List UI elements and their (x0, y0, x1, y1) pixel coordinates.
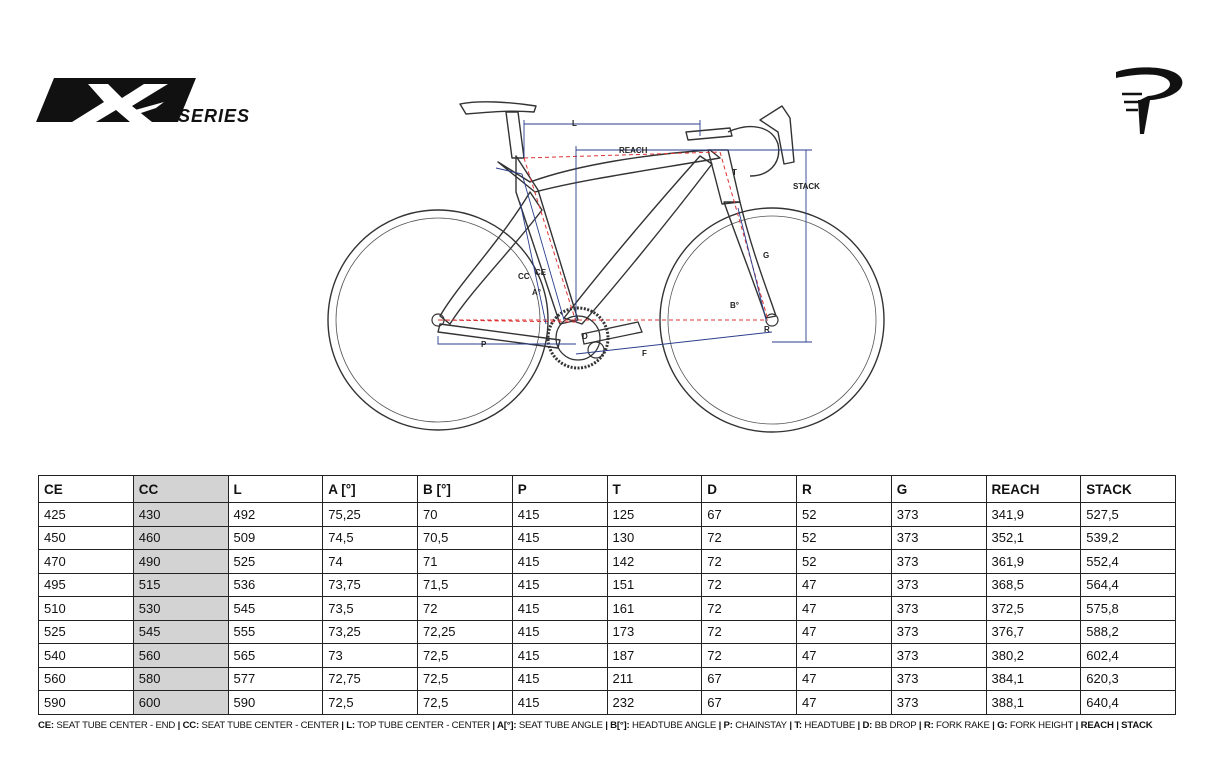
legend-value: SEAT TUBE ANGLE (516, 720, 603, 731)
saddle (460, 102, 536, 114)
table-cell: 415 (512, 503, 607, 527)
head-tube (708, 150, 740, 204)
table-cell: 555 (228, 620, 323, 644)
table-row (39, 550, 1176, 574)
col-d: D (702, 476, 797, 503)
table-cell: 70,5 (418, 526, 513, 550)
label-a: A° (532, 288, 541, 297)
table-cell: 232 (607, 691, 702, 715)
table-cell: 495 (39, 573, 134, 597)
table-cell: 72,25 (418, 620, 513, 644)
table-cell: 75,25 (323, 503, 418, 527)
table-cell: 72,75 (323, 667, 418, 691)
table-cell: 52 (797, 526, 892, 550)
table-cell: 415 (512, 644, 607, 668)
legend-separator: | (716, 720, 724, 731)
col-l: L (228, 476, 323, 503)
table-cell: 545 (133, 620, 228, 644)
table-cell: 415 (512, 620, 607, 644)
label-b: B° (730, 301, 739, 310)
table-cell: 187 (607, 644, 702, 668)
table-cell: 72 (702, 644, 797, 668)
table-cell: 373 (891, 526, 986, 550)
table-cell: 74 (323, 550, 418, 574)
crank-arm (582, 322, 642, 344)
legend-key: D: (862, 720, 873, 731)
table-cell: 373 (891, 620, 986, 644)
shifter (760, 106, 794, 164)
legend-value: HEADTUBE (801, 720, 856, 731)
table-row (39, 667, 1176, 691)
legend-value: BB DROP (872, 720, 917, 731)
table-cell: 72 (702, 550, 797, 574)
table-cell: 73,75 (323, 573, 418, 597)
table-cell: 373 (891, 667, 986, 691)
label-ce: CE (535, 268, 547, 277)
table-cell: 515 (133, 573, 228, 597)
table-cell: 130 (607, 526, 702, 550)
table-cell: 52 (797, 503, 892, 527)
table-cell: 460 (133, 526, 228, 550)
table-cell: 151 (607, 573, 702, 597)
table-cell: 580 (133, 667, 228, 691)
legend-key: CC: (182, 720, 200, 731)
legend-separator: | (786, 720, 795, 731)
table-cell: 72 (702, 573, 797, 597)
legend-value: CHAINSTAY (732, 720, 787, 731)
legend-key: T: (794, 720, 802, 731)
table-cell: 600 (133, 691, 228, 715)
table-cell: 47 (797, 573, 892, 597)
table-cell: 560 (39, 667, 134, 691)
legend-key: G: (997, 720, 1008, 731)
table-cell: 47 (797, 644, 892, 668)
label-l: L (572, 119, 577, 128)
table-cell: 415 (512, 573, 607, 597)
table-cell: 47 (797, 620, 892, 644)
table-cell: 425 (39, 503, 134, 527)
label-t: T (732, 168, 737, 177)
table-cell: 74,5 (323, 526, 418, 550)
table-cell: 560 (133, 644, 228, 668)
table-cell: 525 (228, 550, 323, 574)
table-row (39, 573, 1176, 597)
table-cell: 72 (702, 597, 797, 621)
table-cell: 142 (607, 550, 702, 574)
table-cell: 72 (702, 526, 797, 550)
col-p: P (512, 476, 607, 503)
table-cell: 73 (323, 644, 418, 668)
table-cell: 72,5 (418, 667, 513, 691)
table-cell: 640,4 (1081, 691, 1176, 715)
geometry-table (38, 475, 1176, 715)
legend-key: B[°]: (610, 720, 630, 731)
seatpost (506, 112, 524, 158)
table-header-row (39, 476, 1176, 503)
table-body (39, 503, 1176, 715)
table-cell: 602,4 (1081, 644, 1176, 668)
logo-series-text: SERIES (178, 106, 251, 126)
col-g: G (891, 476, 986, 503)
legend-separator: | (338, 720, 347, 731)
table-cell: 545 (228, 597, 323, 621)
label-stack: STACK (793, 182, 820, 191)
legend-value: TOP TUBE CENTER - CENTER (354, 720, 490, 731)
table-cell: 71 (418, 550, 513, 574)
legend-separator: | (489, 720, 497, 731)
table-cell: 470 (39, 550, 134, 574)
table-cell: 70 (418, 503, 513, 527)
table-cell: 509 (228, 526, 323, 550)
table-cell: 376,7 (986, 620, 1081, 644)
table-cell: 415 (512, 597, 607, 621)
legend-separator: | (1113, 720, 1122, 731)
table-cell: 72 (702, 620, 797, 644)
legend-key: REACH (1080, 720, 1114, 731)
table-cell: 52 (797, 550, 892, 574)
table-cell: 527,5 (1081, 503, 1176, 527)
table-cell: 552,4 (1081, 550, 1176, 574)
col-stack: STACK (1081, 476, 1176, 503)
col-a: A [°] (323, 476, 418, 503)
label-cc: CC (518, 272, 530, 281)
table-cell: 67 (702, 503, 797, 527)
legend-key: STACK (1121, 720, 1153, 731)
table-cell: 161 (607, 597, 702, 621)
label-d: D (582, 332, 588, 341)
col-reach: REACH (986, 476, 1081, 503)
label-f: F (642, 349, 647, 358)
table-cell: 72,5 (418, 691, 513, 715)
bike-geometry-diagram (320, 92, 900, 442)
legend-key: L: (346, 720, 355, 731)
legend-key: CE: (38, 720, 54, 731)
table-cell: 530 (133, 597, 228, 621)
legend-value: HEADTUBE ANGLE (629, 720, 717, 731)
label-p: P (481, 340, 487, 349)
table-cell: 565 (228, 644, 323, 668)
legend-value: SEAT TUBE CENTER - CENTER (199, 720, 339, 731)
table-cell: 47 (797, 667, 892, 691)
table-cell: 125 (607, 503, 702, 527)
table-cell: 575,8 (1081, 597, 1176, 621)
legend-key: A[°]: (497, 720, 517, 731)
table-cell: 536 (228, 573, 323, 597)
table-cell: 373 (891, 691, 986, 715)
table-cell: 620,3 (1081, 667, 1176, 691)
legend-separator: | (916, 720, 924, 731)
legend-key: R: (923, 720, 934, 731)
table-cell: 564,4 (1081, 573, 1176, 597)
x-series-logo (36, 78, 298, 130)
col-r: R (797, 476, 892, 503)
table-row (39, 526, 1176, 550)
legend-separator: | (989, 720, 998, 731)
table-cell: 380,2 (986, 644, 1081, 668)
table-cell: 72,5 (323, 691, 418, 715)
col-b: B [°] (418, 476, 513, 503)
col-ce: CE (39, 476, 134, 503)
table-cell: 373 (891, 644, 986, 668)
label-reach: REACH (619, 146, 648, 155)
abbreviation-legend (38, 720, 1188, 731)
table-cell: 415 (512, 691, 607, 715)
col-t: T (607, 476, 702, 503)
table-cell: 73,5 (323, 597, 418, 621)
table-cell: 73,25 (323, 620, 418, 644)
table-cell: 211 (607, 667, 702, 691)
table-cell: 450 (39, 526, 134, 550)
legend-separator: | (175, 720, 183, 731)
table-cell: 540 (39, 644, 134, 668)
table-cell: 373 (891, 573, 986, 597)
stem (686, 128, 732, 140)
table-cell: 490 (133, 550, 228, 574)
table-cell: 72,5 (418, 644, 513, 668)
table-cell: 341,9 (986, 503, 1081, 527)
table-cell: 588,2 (1081, 620, 1176, 644)
table-cell: 368,5 (986, 573, 1081, 597)
brand-logo-icon (1108, 64, 1186, 138)
table-cell: 388,1 (986, 691, 1081, 715)
table-cell: 430 (133, 503, 228, 527)
table-cell: 72 (418, 597, 513, 621)
legend-value: SEAT TUBE CENTER - END (53, 720, 176, 731)
table-cell: 373 (891, 597, 986, 621)
table-cell: 67 (702, 691, 797, 715)
table-cell: 352,1 (986, 526, 1081, 550)
table-row (39, 620, 1176, 644)
table-cell: 525 (39, 620, 134, 644)
table-cell: 373 (891, 503, 986, 527)
table-cell: 372,5 (986, 597, 1081, 621)
label-g: G (763, 251, 770, 260)
table-cell: 415 (512, 550, 607, 574)
table-cell: 415 (512, 526, 607, 550)
table-row (39, 597, 1176, 621)
table-cell: 384,1 (986, 667, 1081, 691)
table-cell: 539,2 (1081, 526, 1176, 550)
legend-separator: | (855, 720, 863, 731)
table-cell: 510 (39, 597, 134, 621)
table-cell: 47 (797, 597, 892, 621)
table-cell: 71,5 (418, 573, 513, 597)
table-cell: 47 (797, 691, 892, 715)
table-row (39, 644, 1176, 668)
col-cc: CC (133, 476, 228, 503)
table-cell: 492 (228, 503, 323, 527)
legend-separator: | (602, 720, 611, 731)
table-cell: 67 (702, 667, 797, 691)
legend-key: P: (723, 720, 733, 731)
label-r: R (764, 325, 770, 334)
legend-value: FORK HEIGHT (1007, 720, 1074, 731)
table-cell: 415 (512, 667, 607, 691)
table-row (39, 691, 1176, 715)
legend-value: FORK RAKE (933, 720, 990, 731)
table-cell: 373 (891, 550, 986, 574)
table-cell: 173 (607, 620, 702, 644)
table-cell: 590 (39, 691, 134, 715)
table-cell: 577 (228, 667, 323, 691)
table-cell: 590 (228, 691, 323, 715)
legend-separator: | (1073, 720, 1081, 731)
table-row (39, 503, 1176, 527)
table-cell: 361,9 (986, 550, 1081, 574)
